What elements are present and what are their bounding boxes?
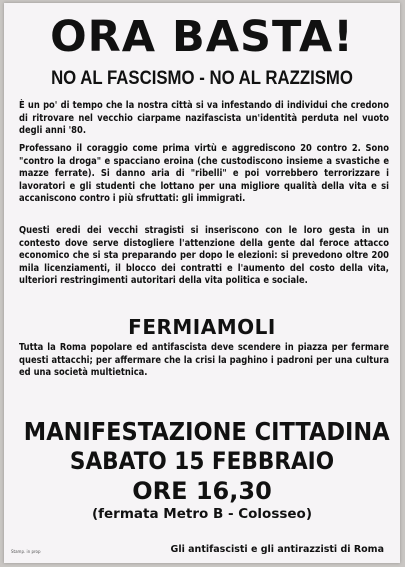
event-date: SABATO 15 FEBBRAIO xyxy=(69,447,335,475)
paragraph-heirs: Questi eredi dei vecchi stragisti si inseriscono con le loro gesta in un contesto dove serve distogliere l'attenzione della gente dal feroce attacco economico che si sta preparando per dopo le elezioni: si prevedono oltre 200 mila licenziamenti, il blocco dei contratti e l'aumento del costo della vita, ulteriori restringimenti autoritari della vita politica e sociale. xyxy=(19,225,389,287)
poster xyxy=(4,3,400,563)
printer-note: Stamp. in prop xyxy=(11,549,41,554)
event-title: MANIFESTAZIONE CITTADINA xyxy=(23,417,390,446)
event-location: (fermata Metro B - Colosseo) xyxy=(91,506,313,522)
paragraph-rome: Tutta la Roma popolare ed antifascista deve scendere in piazza per fermare questi attacchi; per affermare che la crisi la paghino i padroni per una cultura ed una società multietnica. xyxy=(19,342,389,379)
subheadline: NO AL FASCISMO - NO AL RAZZISMO xyxy=(51,67,353,89)
headline: ORA BASTA! xyxy=(50,12,354,62)
paragraph-intro: È un po' di tempo che la nostra città si va infestando di individui che credono di ritrovare nel vecchio ciarpame nazifascista un'identità perduta nel vuoto degli anni '80. xyxy=(19,100,389,137)
call-to-action: FERMIAMOLI xyxy=(128,315,276,339)
event-time: ORE 16,30 xyxy=(132,477,272,505)
paragraph-courage: Professano il coraggio come prima virtù e aggrediscono 20 contro 2. Sono "contro la droga" e spacciano eroina (che custodiscono insieme a svastiche e mazze ferrate). Si danno aria di "ribelli" e poi vorrebbero terrorizzare i lavoratori e gli studenti che lottano per una migliore qualità della vita e si accaniscono contro i più sfruttati: gli immigrati. xyxy=(19,143,389,205)
signature: Gli antifascisti e gli antirazzisti di Roma xyxy=(170,544,384,555)
